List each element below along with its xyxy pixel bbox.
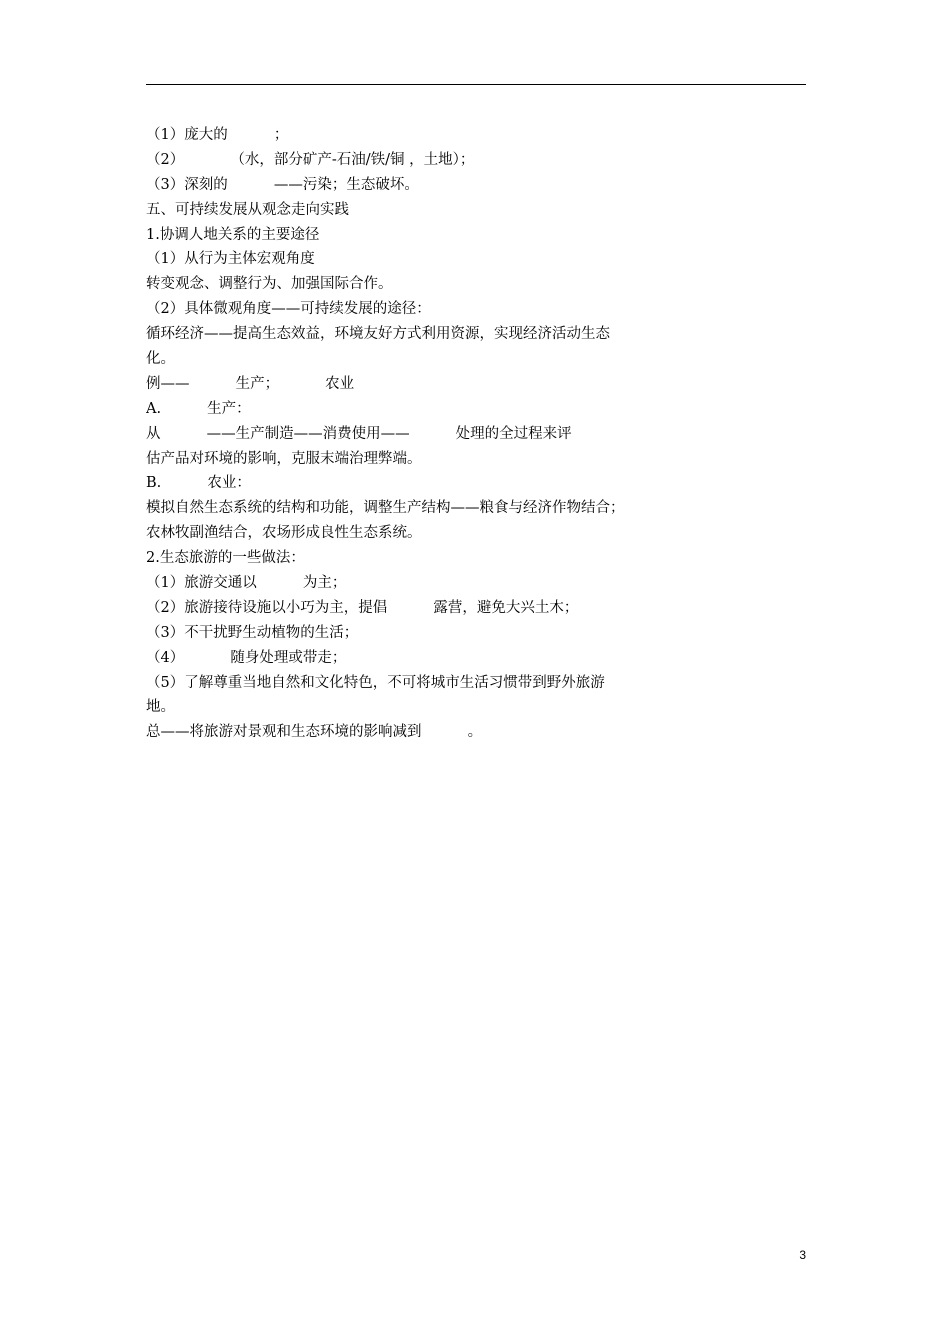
text-line: （2） （水，部分矿产-石油/铁/铜 ，土地）； xyxy=(146,151,475,168)
text-line: （1）庞大的 ； xyxy=(146,127,289,143)
text-line: A. 生产： xyxy=(146,400,251,417)
section-heading: 五、可持续发展从观念走向实践 xyxy=(146,201,349,218)
text-line: 地。 xyxy=(146,699,175,716)
text-line: 化。 xyxy=(146,351,175,368)
text-line: （4） 随身处理或带走； xyxy=(146,649,347,666)
text-line: 例—— 生产； 农业 xyxy=(146,375,355,392)
page-number: 3 xyxy=(799,1248,806,1262)
subsection-heading: 1.协调人地关系的主要途径 xyxy=(146,226,320,243)
subsection-heading: 2.生态旅游的一些做法： xyxy=(146,550,305,567)
text-line: （5）了解尊重当地自然和文化特色，不可将城市生活习惯带到野外旅游 xyxy=(146,674,605,691)
text-line: （3）深刻的 ——污染；生态破坏。 xyxy=(146,176,419,193)
text-line: （3）不干扰野生动植物的生活； xyxy=(146,624,359,641)
text-line: 农林牧副渔结合，农场形成良性生态系统。 xyxy=(146,525,422,542)
text-line: （2）旅游接待设施以小巧为主，提倡 露营，避免大兴土木； xyxy=(146,599,579,616)
text-line: 循环经济——提高生态效益，环境友好方式利用资源，实现经济活动生态 xyxy=(146,326,610,343)
text-line: 估产品对环境的影响，克服末端治理弊端。 xyxy=(146,450,422,467)
text-line: （1）旅游交通以 为主； xyxy=(146,575,347,592)
text-line: 从 ——生产制造——消费使用—— 处理的全过程来评 xyxy=(146,425,572,442)
text-line: 总——将旅游对景观和生态环境的影响减到 。 xyxy=(146,724,483,741)
body-text xyxy=(146,123,706,745)
text-line: （2）具体微观角度——可持续发展的途径： xyxy=(146,301,431,318)
header-rule xyxy=(146,84,806,85)
text-line: （1）从行为主体宏观角度 xyxy=(146,251,315,268)
text-line: B. 农业： xyxy=(146,475,251,492)
text-line: 模拟自然生态系统的结构和功能，调整生产结构——粮食与经济作物结合； xyxy=(146,500,625,517)
text-line: 转变观念、调整行为、加强国际合作。 xyxy=(146,276,393,293)
